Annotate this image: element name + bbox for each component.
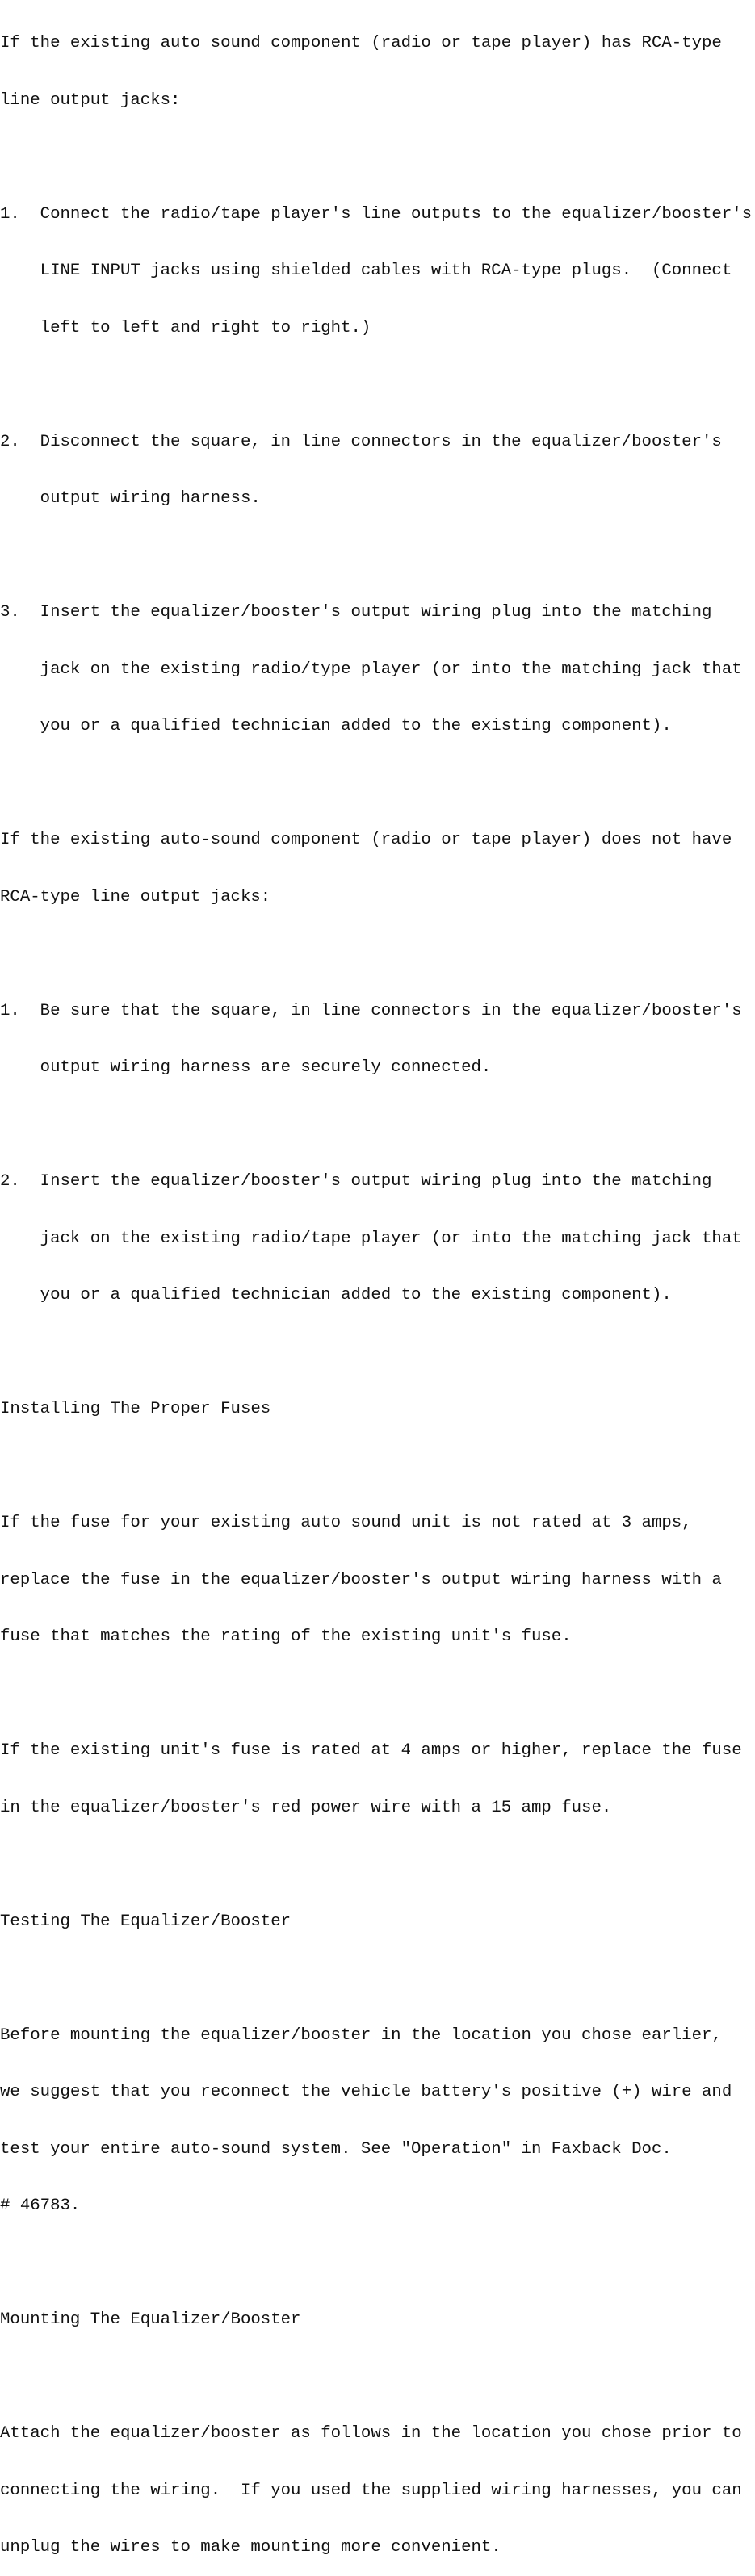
blank-line (0, 1685, 752, 1704)
text-line: RCA-type line output jacks: (0, 887, 271, 907)
text-line: output wiring harness. (0, 489, 261, 508)
text-line: in the equalizer/booster's red power wire with a 15 amp fuse. (0, 1798, 612, 1817)
text-line: we suggest that you reconnect the vehicle battery's positive (+) wire and (0, 2083, 732, 2101)
text-line: line output jacks: (0, 90, 181, 110)
section-heading: Testing The Equalizer/Booster (0, 1912, 292, 1931)
section-heading: Installing The Proper Fuses (0, 1400, 271, 1418)
section-heading: Mounting The Equalizer/Booster (0, 2310, 301, 2329)
blank-line (0, 1969, 752, 1988)
text-line: If the existing unit's fuse is rated at 4 amps or higher, replace the fuse (0, 1741, 742, 1760)
blank-line (0, 945, 752, 964)
blank-line (0, 375, 752, 395)
blank-line (0, 148, 752, 167)
text-line: Before mounting the equalizer/booster in the location you chose earlier, (0, 2025, 722, 2045)
text-line: connecting the wiring. If you used the supplied wiring harnesses, you can (0, 2481, 742, 2500)
text-line: you or a qualified technician added to the existing component). (0, 717, 672, 735)
text-line: If the fuse for your existing auto sound unit is not rated at 3 amps, (0, 1514, 692, 1532)
text-line: 3. Insert the equalizer/booster's output wiring plug into the matching (0, 603, 712, 622)
blank-line (0, 547, 752, 566)
text-line: test your entire auto-sound system. See "Operation" in Faxback Doc. (0, 2139, 672, 2159)
text-line: fuse that matches the rating of the existing unit's fuse. (0, 1627, 572, 1646)
text-line: 2. Disconnect the square, in line connectors in the equalizer/booster's (0, 432, 722, 451)
text-line: output wiring harness are securely connected. (0, 1058, 492, 1077)
text-line: jack on the existing radio/type player (or into the matching jack that (0, 660, 742, 679)
blank-line (0, 774, 752, 794)
text-line: 2. Insert the equalizer/booster's output wiring plug into the matching (0, 1172, 712, 1191)
blank-line (0, 2368, 752, 2387)
text-line: LINE INPUT jacks using shielded cables with RCA-type plugs. (Connect (0, 262, 732, 280)
text-line: If the existing auto-sound component (radio or tape player) does not have (0, 831, 732, 849)
blank-line (0, 1116, 752, 1135)
text-line: left to left and right to right.) (0, 318, 371, 337)
blank-line (0, 2254, 752, 2273)
text-line: 1. Be sure that the square, in line connectors in the equalizer/booster's (0, 1001, 742, 1020)
blank-line (0, 1457, 752, 1476)
text-line: unplug the wires to make mounting more convenient. (0, 2538, 501, 2557)
text-line: you or a qualified technician added to the existing component). (0, 1286, 672, 1305)
blank-line (0, 1343, 752, 1363)
text-line: Attach the equalizer/booster as follows in the location you chose prior to (0, 2424, 742, 2443)
text-line: jack on the existing radio/tape player (or into the matching jack that (0, 1229, 742, 1248)
text-line: replace the fuse in the equalizer/booster's output wiring harness with a (0, 1570, 722, 1590)
text-line: 1. Connect the radio/tape player's line outputs to the equalizer/booster's (0, 204, 753, 224)
text-line: If the existing auto sound component (radio or tape player) has RCA-type (0, 34, 722, 52)
text-line: # 46783. (0, 2197, 81, 2215)
blank-line (0, 1855, 752, 1874)
